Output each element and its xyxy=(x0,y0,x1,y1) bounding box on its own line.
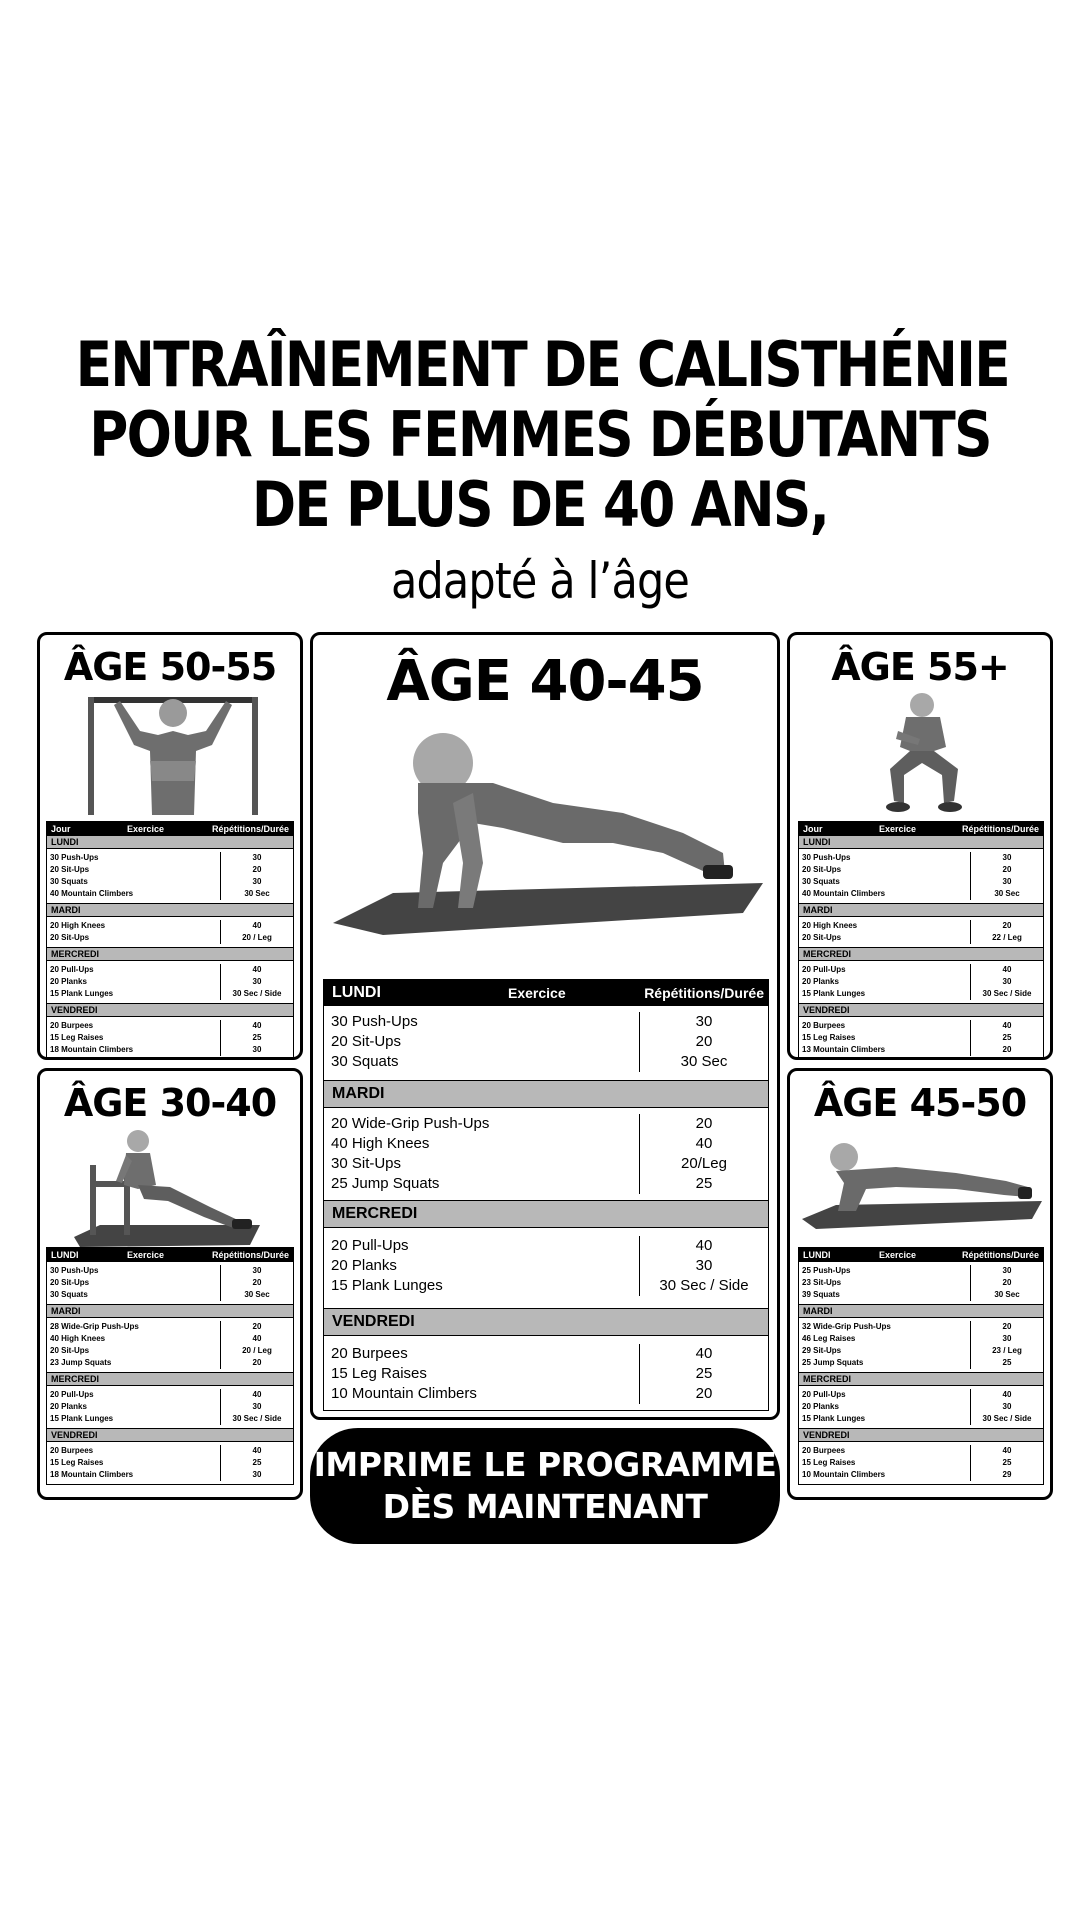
value: 30 Sec xyxy=(244,889,270,898)
value: 25 xyxy=(695,1365,713,1382)
exercise: 18 Mountain Climbers xyxy=(50,1045,134,1054)
print-program-button[interactable] xyxy=(310,1428,780,1544)
day-row-lundi: LUNDI xyxy=(47,836,293,849)
day-block xyxy=(799,961,1043,1003)
woman-chair-dip-illustration xyxy=(60,1125,286,1247)
col-day-header: LUNDI xyxy=(803,1250,831,1260)
day-row-mercredi: MERCREDI xyxy=(324,1200,768,1228)
value: 30 xyxy=(1002,977,1012,986)
card-title: ÂGE 40-45 xyxy=(386,649,704,714)
exercise: 20 Burpees xyxy=(331,1345,408,1362)
exercise: 40 Mountain Climbers xyxy=(50,889,134,898)
value: 30 xyxy=(252,877,262,886)
exercise: 30 Squats xyxy=(50,1290,88,1299)
day-block xyxy=(47,961,293,1003)
col-exercise-header: Exercice xyxy=(508,985,566,1001)
exercise: 25 Push-Ups xyxy=(802,1266,851,1275)
exercise: 20 Wide-Grip Push-Ups xyxy=(331,1115,490,1132)
exercise: 15 Leg Raises xyxy=(50,1458,104,1467)
day-block xyxy=(47,849,293,903)
day-row-mardi: MARDI xyxy=(324,1080,768,1108)
exercise: 30 Squats xyxy=(802,877,840,886)
value: 30 xyxy=(1002,853,1012,862)
day-row-mercredi: MERCREDI xyxy=(799,947,1043,961)
value: 20 xyxy=(252,1278,262,1287)
value: 30 xyxy=(1002,1334,1012,1343)
exercise: 30 Push-Ups xyxy=(50,853,99,862)
title-line-3: DE PLUS DE 40 ANS, xyxy=(251,468,829,541)
card-title: ÂGE 45-50 xyxy=(813,1081,1027,1125)
exercise: 20 High Knees xyxy=(802,921,858,930)
day-block xyxy=(799,1017,1043,1059)
exercise: 40 High Knees xyxy=(331,1135,430,1152)
exercise: 39 Squats xyxy=(802,1290,840,1299)
value: 25 xyxy=(1002,1358,1012,1367)
workout-table xyxy=(323,979,769,1411)
col-reps-header: Répétitions/Durée xyxy=(644,985,764,1001)
value: 30 xyxy=(252,1470,262,1479)
col-exercise-header: Exercice xyxy=(127,1250,165,1260)
exercise: 29 Sit-Ups xyxy=(802,1346,842,1355)
value: 30 Sec xyxy=(994,1290,1020,1299)
value: 25 xyxy=(695,1175,713,1192)
day-row-vendredi: VENDREDI xyxy=(799,1003,1043,1017)
table-header xyxy=(799,822,1043,836)
exercise: 20 Sit-Ups xyxy=(50,933,90,942)
table-header xyxy=(47,1248,293,1262)
exercise: 15 Plank Lunges xyxy=(331,1277,443,1294)
value: 25 xyxy=(252,1033,262,1042)
workout-table xyxy=(46,1247,294,1485)
day-block xyxy=(324,1108,768,1200)
value: 30 Sec / Side xyxy=(982,989,1032,998)
value: 30 xyxy=(695,1013,713,1030)
table-header xyxy=(799,1248,1043,1262)
exercise: 20 Planks xyxy=(331,1257,397,1274)
exercise: 20 Pull-Ups xyxy=(50,965,94,974)
value: 20 xyxy=(252,865,262,874)
value: 22 / Leg xyxy=(992,933,1022,942)
col-reps-header: Répétitions/Durée xyxy=(961,824,1039,834)
value: 20 xyxy=(252,1358,262,1367)
workout-table xyxy=(798,821,1044,1060)
exercise: 46 Leg Raises xyxy=(802,1334,856,1343)
value: 30 xyxy=(252,1266,262,1275)
value: 20 xyxy=(1002,865,1012,874)
value: 20 xyxy=(252,1322,262,1331)
day-row-mercredi: MERCREDI xyxy=(47,1372,293,1386)
value: 25 xyxy=(1002,1458,1012,1467)
exercise: 25 Jump Squats xyxy=(331,1175,440,1192)
day-row-vendredi: VENDREDI xyxy=(324,1308,768,1336)
day-block xyxy=(799,1262,1043,1304)
col-reps-header: Répétitions/Durée xyxy=(211,1250,289,1260)
exercise: 20 Burpees xyxy=(802,1021,846,1030)
value: 40 xyxy=(695,1135,713,1152)
value: 30 xyxy=(252,853,262,862)
value: 40 xyxy=(252,1390,262,1399)
exercise: 15 Plank Lunges xyxy=(50,989,114,998)
exercise: 15 Plank Lunges xyxy=(802,1414,866,1423)
day-row-mardi: MARDI xyxy=(799,1304,1043,1318)
col-reps-header: Répétitions/Durée xyxy=(211,824,289,834)
value: 20 xyxy=(1002,1278,1012,1287)
card-title: ÂGE 30-40 xyxy=(63,1081,277,1125)
value: 20 xyxy=(1002,1322,1012,1331)
exercise: 15 Plank Lunges xyxy=(50,1414,114,1423)
card-age-55-plus xyxy=(787,632,1053,1060)
value: 40 xyxy=(1002,1021,1012,1030)
exercise: 15 Leg Raises xyxy=(802,1458,856,1467)
exercise: 20 High Knees xyxy=(50,921,106,930)
exercise: 25 Jump Squats xyxy=(802,1358,864,1367)
value: 29 xyxy=(1002,1470,1012,1479)
value: 30 xyxy=(252,1045,262,1054)
value: 40 xyxy=(252,921,262,930)
value: 20/Leg xyxy=(681,1155,727,1172)
exercise: 30 Push-Ups xyxy=(802,853,851,862)
card-age-50-55 xyxy=(37,632,303,1060)
value: 25 xyxy=(1002,1033,1012,1042)
value: 30 xyxy=(695,1257,713,1274)
day-block xyxy=(799,849,1043,903)
day-block xyxy=(47,917,293,947)
value: 30 xyxy=(252,977,262,986)
exercise: 30 Push-Ups xyxy=(331,1013,418,1030)
title-line-1: ENTRAÎNEMENT DE CALISTHÉNIE xyxy=(75,328,1009,401)
day-block xyxy=(799,1318,1043,1372)
day-block xyxy=(324,1228,768,1308)
cta-line-2: DÈS MAINTENANT xyxy=(382,1487,708,1526)
woman-plank-illustration xyxy=(796,1127,1046,1237)
exercise: 20 Burpees xyxy=(50,1021,94,1030)
value: 30 xyxy=(252,1402,262,1411)
exercise: 20 Pull-Ups xyxy=(50,1390,94,1399)
exercise: 20 Sit-Ups xyxy=(802,933,842,942)
day-row-mercredi: MERCREDI xyxy=(799,1372,1043,1386)
col-reps-header: Répétitions/Durée xyxy=(961,1250,1039,1260)
day-block xyxy=(47,1318,293,1372)
exercise: 15 Leg Raises xyxy=(802,1033,856,1042)
woman-squat-illustration xyxy=(870,691,980,815)
value: 30 Sec / Side xyxy=(659,1277,749,1294)
table-header xyxy=(324,980,768,1006)
day-row-vendredi: VENDREDI xyxy=(47,1003,293,1017)
exercise: 30 Squats xyxy=(50,877,88,886)
exercise: 20 Planks xyxy=(50,977,87,986)
subtitle: adapté à l’âge xyxy=(391,552,689,610)
exercise: 20 Pull-Ups xyxy=(802,1390,846,1399)
card-age-40-45 xyxy=(310,632,780,1420)
col-day-header: LUNDI xyxy=(332,984,381,1001)
value: 40 xyxy=(695,1345,713,1362)
value: 40 xyxy=(252,1021,262,1030)
day-row-lundi: LUNDI xyxy=(799,836,1043,849)
exercise: 30 Squats xyxy=(331,1053,399,1070)
value: 20 xyxy=(695,1385,713,1402)
exercise: 30 Sit-Ups xyxy=(331,1155,402,1172)
col-day-header: Jour xyxy=(803,824,823,834)
exercise: 23 Sit-Ups xyxy=(802,1278,842,1287)
exercise: 20 Sit-Ups xyxy=(50,865,90,874)
day-block xyxy=(324,1006,768,1080)
exercise: 15 Leg Raises xyxy=(331,1365,427,1382)
exercise: 40 Mountain Climbers xyxy=(802,889,886,898)
title-line-2: POUR LES FEMMES DÉBUTANTS xyxy=(89,398,991,471)
col-exercise-header: Exercice xyxy=(879,824,917,834)
value: 30 xyxy=(1002,1402,1012,1411)
table-header xyxy=(47,822,293,836)
exercise: 20 Pull-Ups xyxy=(802,965,846,974)
exercise: 23 Jump Squats xyxy=(50,1358,112,1367)
exercise: 30 Push-Ups xyxy=(50,1266,99,1275)
day-row-mercredi: MERCREDI xyxy=(47,947,293,961)
value: 30 Sec / Side xyxy=(232,989,282,998)
col-exercise-header: Exercice xyxy=(879,1250,917,1260)
exercise: 20 Sit-Ups xyxy=(50,1346,90,1355)
value: 20 xyxy=(1002,921,1012,930)
day-block xyxy=(799,917,1043,947)
exercise: 15 Plank Lunges xyxy=(802,989,866,998)
card-title: ÂGE 55+ xyxy=(831,645,1009,689)
day-row-vendredi: VENDREDI xyxy=(47,1428,293,1442)
value: 30 Sec / Side xyxy=(232,1414,282,1423)
col-exercise-header: Exercice xyxy=(127,824,165,834)
value: 20 / Leg xyxy=(242,1346,272,1355)
exercise: 20 Sit-Ups xyxy=(331,1033,402,1050)
value: 20 / Leg xyxy=(242,933,272,942)
value: 30 Sec xyxy=(244,1290,270,1299)
exercise: 15 Leg Raises xyxy=(50,1033,104,1042)
value: 30 Sec xyxy=(994,889,1020,898)
exercise: 10 Mountain Climbers xyxy=(802,1470,886,1479)
day-block xyxy=(47,1262,293,1304)
card-age-30-40 xyxy=(37,1068,303,1500)
col-day-header: Jour xyxy=(51,824,71,834)
value: 23 / Leg xyxy=(992,1346,1022,1355)
day-block xyxy=(799,1386,1043,1428)
exercise: 20 Planks xyxy=(802,1402,839,1411)
exercise: 20 Burpees xyxy=(50,1446,94,1455)
value: 20 xyxy=(695,1033,713,1050)
exercise: 10 Mountain Climbers xyxy=(331,1385,477,1402)
day-row-mardi: MARDI xyxy=(47,903,293,917)
cta-line-1: IMPRIME LE PROGRAMME xyxy=(313,1445,777,1484)
exercise: 20 Sit-Ups xyxy=(50,1278,90,1287)
value: 20 xyxy=(695,1115,713,1132)
exercise: 28 Wide-Grip Push-Ups xyxy=(50,1322,139,1331)
card-age-45-50 xyxy=(787,1068,1053,1500)
exercise: 13 Mountain Climbers xyxy=(802,1045,886,1054)
value: 25 xyxy=(252,1458,262,1467)
value: 40 xyxy=(252,1446,262,1455)
exercise: 32 Wide-Grip Push-Ups xyxy=(802,1322,891,1331)
value: 20 xyxy=(1002,1045,1012,1054)
col-day-header: LUNDI xyxy=(51,1250,79,1260)
value: 40 xyxy=(1002,965,1012,974)
exercise: 18 Mountain Climbers xyxy=(50,1470,134,1479)
woman-push-up-illustration xyxy=(323,713,773,943)
card-title: ÂGE 50-55 xyxy=(63,645,277,689)
day-block xyxy=(47,1442,293,1484)
day-row-mardi: MARDI xyxy=(799,903,1043,917)
value: 30 Sec xyxy=(680,1053,728,1070)
workout-table xyxy=(798,1247,1044,1485)
day-block xyxy=(47,1017,293,1059)
woman-pull-up-illustration xyxy=(80,691,266,815)
day-block xyxy=(799,1442,1043,1484)
value: 40 xyxy=(252,1334,262,1343)
value: 40 xyxy=(1002,1446,1012,1455)
value: 40 xyxy=(252,965,262,974)
value: 40 xyxy=(1002,1390,1012,1399)
value: 30 Sec / Side xyxy=(982,1414,1032,1423)
exercise: 20 Burpees xyxy=(802,1446,846,1455)
workout-table xyxy=(46,821,294,1060)
exercise: 20 Pull-Ups xyxy=(331,1237,409,1254)
day-row-mardi: MARDI xyxy=(47,1304,293,1318)
day-block xyxy=(324,1336,768,1410)
day-block xyxy=(47,1386,293,1428)
page-title xyxy=(75,328,1009,541)
exercise: 40 High Knees xyxy=(50,1334,106,1343)
value: 40 xyxy=(695,1237,713,1254)
value: 30 xyxy=(1002,877,1012,886)
value: 30 xyxy=(1002,1266,1012,1275)
exercise: 20 Sit-Ups xyxy=(802,865,842,874)
exercise: 20 Planks xyxy=(50,1402,87,1411)
day-row-vendredi: VENDREDI xyxy=(799,1428,1043,1442)
exercise: 20 Planks xyxy=(802,977,839,986)
